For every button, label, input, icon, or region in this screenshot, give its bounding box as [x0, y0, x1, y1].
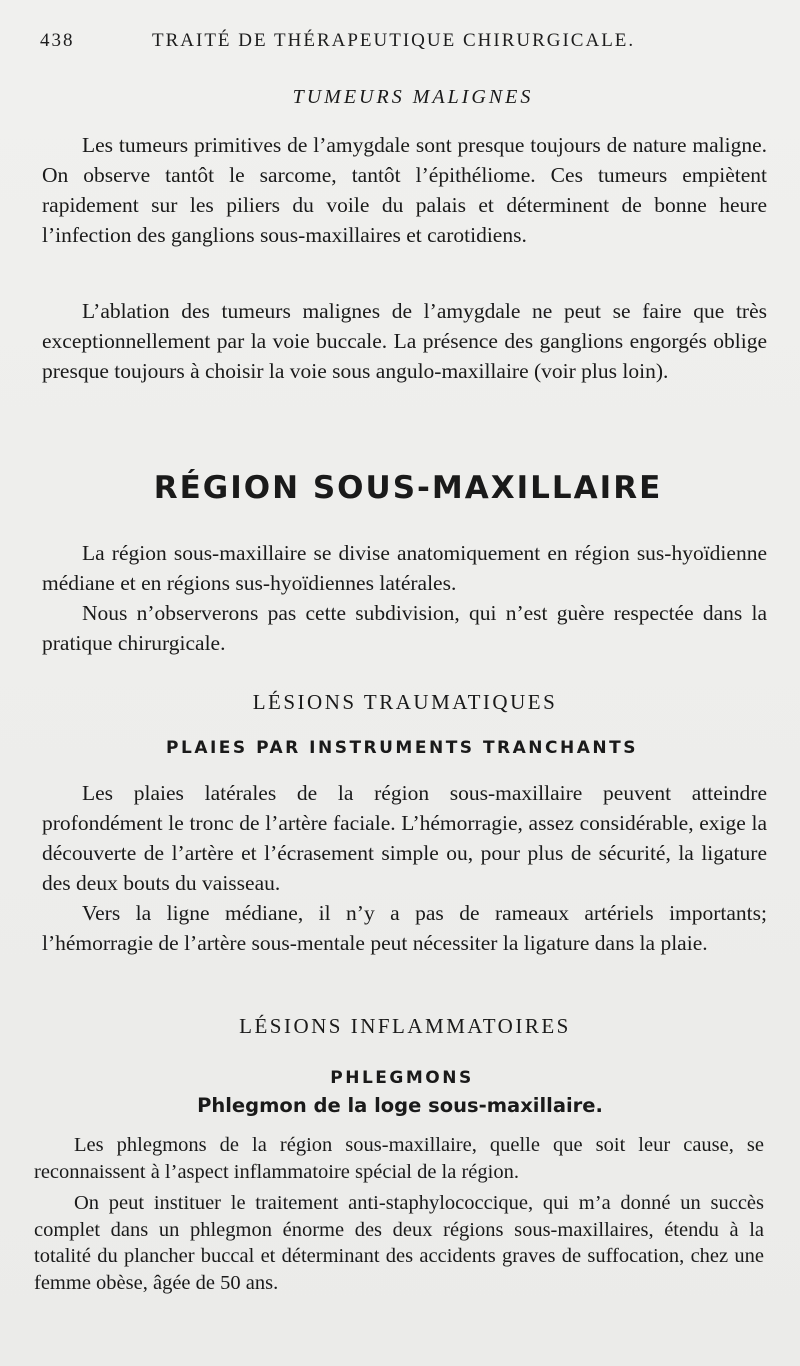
running-title: TRAITÉ DE THÉRAPEUTIQUE CHIRURGICALE.: [152, 30, 636, 51]
region-title: RÉGION SOUS-MAXILLAIRE: [153, 470, 663, 506]
section-title-tumeurs-malignes: TUMEURS MALIGNES: [292, 86, 534, 108]
subheading-plaies: PLAIES PAR INSTRUMENTS TRANCHANTS: [166, 738, 638, 758]
paragraph-region-2: Nous n’observerons pas cette subdivision, qui n’est guère respectée dans la pratique chirurgicale.: [42, 601, 767, 655]
paragraph-tumeurs-1: Les tumeurs primitives de l’amygdale sont presque toujours de nature maligne. On observe tantôt le sarcome, tantôt l’épithéliome. Ces tumeurs empiètent rapidement sur les piliers du voile du palais et déterminent de bonne heure l’infection des ganglions sous-maxillaires et carotidiens.: [42, 133, 767, 247]
paragraph-phlegmons-1: Les phlegmons de la région sous-maxillaire, quelle que soit leur cause, se reconnaissent à l’aspect inflammatoire spécial de la région.: [34, 1134, 764, 1183]
subheading-phlegmons: PHLEGMONS: [330, 1068, 474, 1088]
paragraph-region-1: La région sous-maxillaire se divise anatomiquement en région sus-hyoïdienne médiane et en régions sus-hyoïdiennes latérales.: [42, 541, 767, 595]
heading-lesions-traumatiques: LÉSIONS TRAUMATIQUES: [252, 690, 558, 714]
subsubheading-phlegmon-loge: Phlegmon de la loge sous-maxillaire.: [197, 1094, 603, 1117]
paragraph-tumeurs-2: L’ablation des tumeurs malignes de l’amygdale ne peut se faire que très exceptionnellement par la voie buccale. La présence des ganglions engorgés oblige presque toujours à choisir la voie sous angulo-maxillaire (voir plus loin).: [42, 299, 767, 383]
paragraph-plaies-1: Les plaies latérales de la région sous-maxillaire peuvent atteindre profondément le tronc de l’artère faciale. L’hémorragie, assez considérable, exige la découverte de l’artère et l’écrasement simple ou, pour plus de sécurité, la ligature des deux bouts du vaisseau.: [42, 781, 767, 895]
page-number: 438: [40, 30, 75, 51]
paragraph-plaies-2: Vers la ligne médiane, il n’y a pas de rameaux artériels importants; l’hémorragie de l’artère sous-mentale peut nécessiter la ligature dans la plaie.: [42, 901, 767, 955]
paragraph-phlegmons-2: On peut instituer le traitement anti-staphylococcique, qui m’a donné un succès complet dans un phlegmon énorme des deux régions sous-maxillaires, étendu à la totalité du plancher buccal et déterminant des accidents graves de suffocation, chez une femme obèse, âgée de 50 ans.: [34, 1192, 764, 1294]
running-header: [40, 26, 760, 58]
heading-lesions-inflammatoires: LÉSIONS INFLAMMATOIRES: [239, 1014, 571, 1038]
